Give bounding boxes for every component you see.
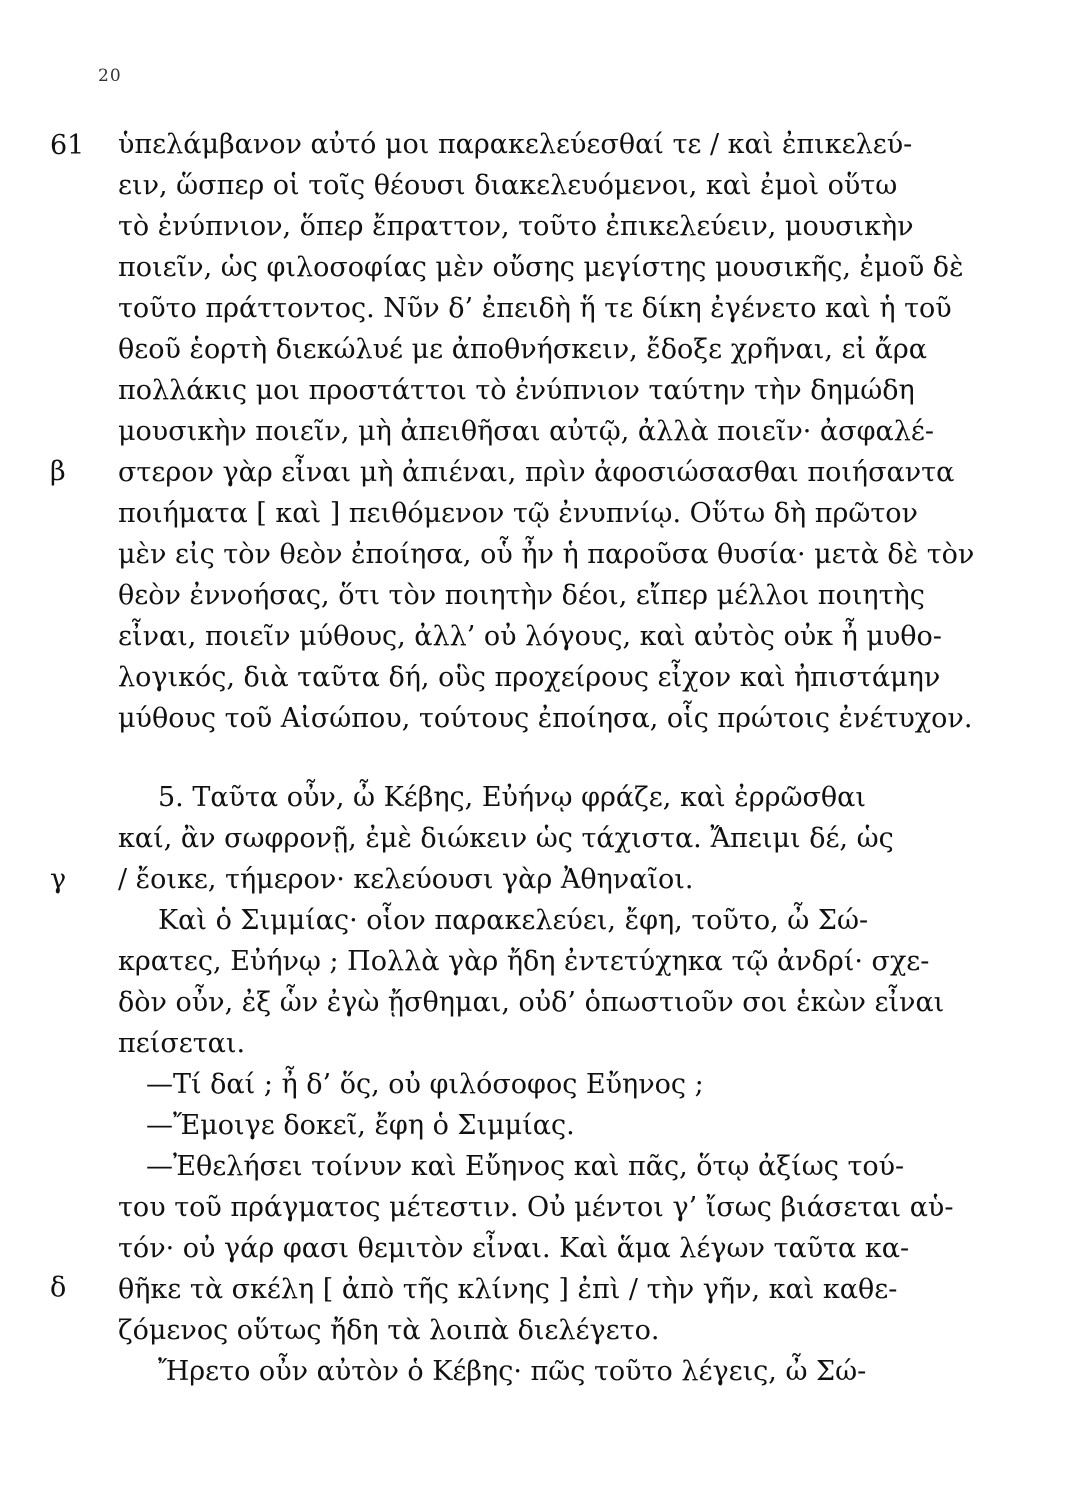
text-line: στερον γὰρ εἶναι μὴ ἀπιέναι, πρὶν ἀφοσιώσασθαι ποιήσαντα (118, 457, 955, 488)
text-line: ειν, ὥσπερ οἱ τοῖς θέουσι διακελευόμενοι, καὶ ἐμοὶ οὕτω (118, 170, 898, 201)
margin-marker-gamma: γ (50, 864, 67, 895)
text-line: πολλάκις μοι προστάττοι τὸ ἐνύπνιον ταύτην τὴν δημώδη (118, 375, 915, 406)
text-line: ζόμενος οὕτως ἤδη τὰ λοιπὰ διελέγετο. (118, 1315, 660, 1346)
text-line: του τοῦ πράγματος μέτεστιν. Οὐ μέντοι γ’ ἴσως βιάσεται αὑ- (118, 1192, 954, 1223)
text-line: λογικός, διὰ ταῦτα δή, οὓς προχείρους εἶχον καὶ ἠπιστάμην (118, 662, 941, 693)
dialogue-line: —Ἐθελήσει τοίνυν καὶ Εὔηνος καὶ πᾶς, ὅτῳ ἀξίως τού- (146, 1151, 905, 1182)
margin-marker-delta: δ (50, 1272, 67, 1303)
text-line: τόν· οὐ γάρ φασι θεμιτὸν εἶναι. Καὶ ἅμα λέγων ταῦτα κα- (118, 1233, 910, 1264)
text-line: τοῦτο πράττοντος. Νῦν δ’ ἐπειδὴ ἥ τε δίκη ἐγένετο καὶ ἡ τοῦ (118, 293, 952, 324)
dialogue-line: —Τί δαί ; ἦ δ’ ὅς, οὐ φιλόσοφος Εὔηνος ; (146, 1069, 704, 1100)
text-line: / ἔοικε, τήμερον· κελεύουσι γὰρ Ἀθηναῖοι. (118, 864, 694, 895)
text-line: εἶναι, ποιεῖν μύθους, ἀλλ’ οὐ λόγους, καὶ αὐτὸς οὐκ ἦ μυθο- (118, 621, 942, 652)
text-line: θεοῦ ἑορτὴ διεκώλυέ με ἀποθνήσκειν, ἔδοξε χρῆναι, εἰ ἄρα (118, 334, 928, 365)
text-line: κρατες, Εὐήνῳ ; Πολλὰ γὰρ ἤδη ἐντετύχηκα τῷ ἀνδρί· σχε- (118, 946, 930, 977)
text-line: τὸ ἐνύπνιον, ὅπερ ἔπραττον, τοῦτο ἐπικελεύειν, μουσικὴν (118, 211, 914, 242)
paragraph-start-line: Καὶ ὁ Σιμμίας· οἷον παρακελεύει, ἔφη, τοῦτο, ὦ Σώ- (158, 905, 869, 936)
dialogue-line: —Ἔμοιγε δοκεῖ, ἔφη ὁ Σιμμίας. (146, 1110, 575, 1141)
text-line: καί, ἂν σωφρονῇ, ἐμὲ διώκειν ὡς τάχιστα. Ἄπειμι δέ, ὡς (118, 823, 894, 854)
text-line: ποιήματα [ καὶ ] πειθόμενον τῷ ἐνυπνίῳ. Οὕτω δὴ πρῶτον (118, 498, 918, 529)
text-line: μουσικὴν ποιεῖν, μὴ ἀπειθῆσαι αὐτῷ, ἀλλὰ ποιεῖν· ἀσφαλέ- (118, 416, 934, 447)
text-line: μύθους τοῦ Αἰσώπου, τούτους ἐποίησα, οἷς πρώτοις ἐνέτυχον. (118, 703, 973, 734)
margin-marker-beta: β (50, 456, 66, 487)
text-line: ὑπελάμβανον αὐτό μοι παρακελεύεσθαί τε / καὶ ἐπικελεύ- (118, 129, 913, 160)
text-line: θεὸν ἐννοήσας, ὅτι τὸν ποιητὴν δέοι, εἴπερ μέλλοι ποιητὴς (118, 580, 925, 611)
section-start-line: 5. Ταῦτα οὖν, ὦ Κέβης, Εὐήνῳ φράζε, καὶ ἐρρῶσθαι (158, 782, 866, 813)
text-line: πείσεται. (118, 1028, 246, 1059)
page-number: 20 (98, 66, 122, 86)
text-line: δὸν οὖν, ἐξ ὧν ἐγὼ ᾔσθημαι, οὐδ’ ὁπωστιοῦν σοι ἑκὼν εἶναι (118, 987, 945, 1018)
text-line: ποιεῖν, ὡς φιλοσοφίας μὲν οὔσης μεγίστης μουσικῆς, ἐμοῦ δὲ (118, 252, 964, 283)
text-line: μὲν εἰς τὸν θεὸν ἐποίησα, οὗ ἦν ἡ παροῦσα θυσία· μετὰ δὲ τὸν (118, 539, 975, 570)
text-line: θῆκε τὰ σκέλη [ ἀπὸ τῆς κλίνης ] ἐπὶ / τὴν γῆν, καὶ καθε- (118, 1274, 898, 1305)
margin-marker-61: 61 (50, 130, 85, 161)
paragraph-start-line: Ἤρετο οὖν αὐτὸν ὁ Κέβης· πῶς τοῦτο λέγεις, ὦ Σώ- (158, 1356, 867, 1387)
